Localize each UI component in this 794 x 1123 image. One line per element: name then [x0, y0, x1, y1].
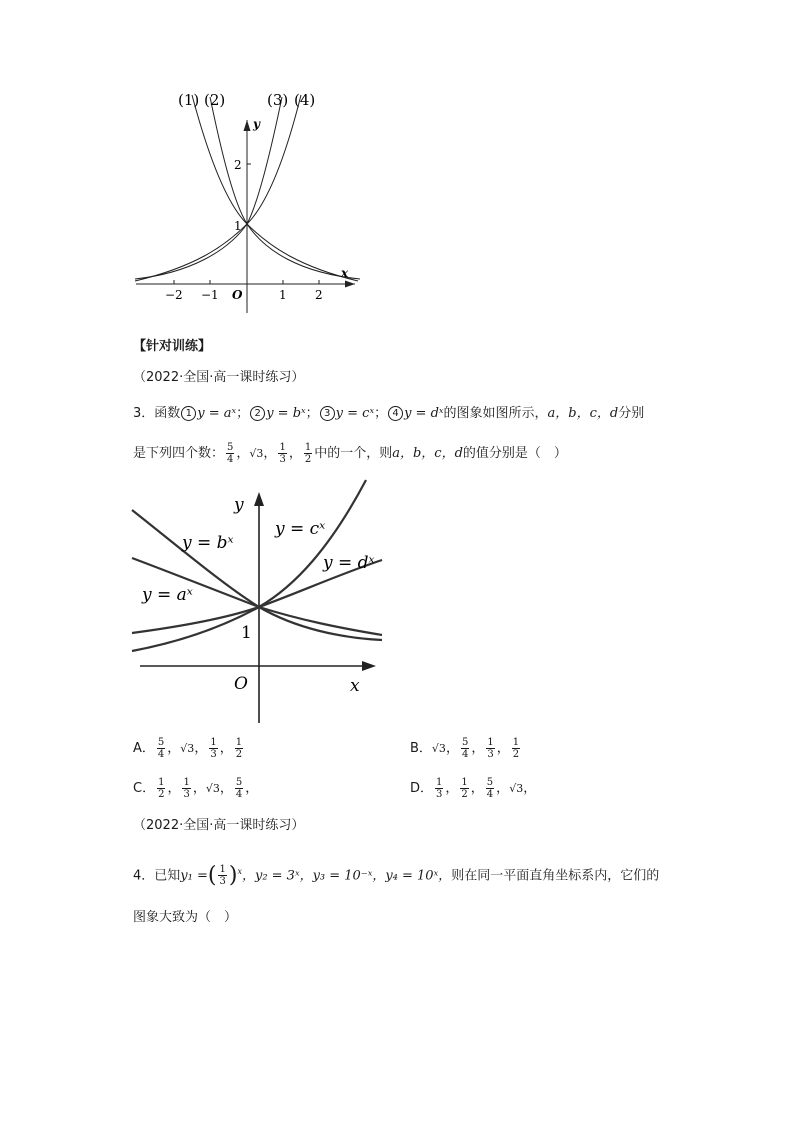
fig1-ytick: 2	[234, 158, 242, 172]
fig2-label-c: y = cˣ	[275, 519, 326, 539]
q3-line-1	[133, 404, 644, 424]
q3-fn1: y = aˣ	[197, 406, 237, 421]
fig2-label-d: y = dˣ	[323, 553, 375, 573]
q3-fn4: y = dˣ	[404, 406, 444, 421]
fig1-xtick: −1	[201, 288, 219, 302]
circle-4: 4	[388, 406, 403, 421]
fig1-label-1: (1)	[178, 91, 200, 109]
q3-fn2: y = bˣ	[266, 406, 306, 421]
fraction-1-3: $\frac{1}{3}$	[219, 864, 226, 888]
fig2-one: 1	[241, 623, 252, 643]
q3-sep: ；	[305, 406, 319, 421]
fig1-label-3: (3)	[267, 91, 289, 109]
q4-line-2: 图象大致为（ ）	[133, 910, 238, 925]
q3-intro: 函数	[154, 406, 181, 421]
fraction-5-4: $\frac{5}{4}$	[227, 442, 234, 465]
q4-line1-tail: 则在同一平面直角坐标系内，它们的	[451, 868, 660, 884]
fig1-y-label: y	[253, 117, 260, 131]
fig1-y-arrow	[244, 120, 251, 131]
fig1-xtick: 1	[279, 288, 287, 302]
circle-3: 3	[320, 406, 335, 421]
option-d[interactable]: D． $\frac{1}{3}$ ， $\frac{1}{2}$ ， $\frac{5}{4}$ ，√3，	[410, 777, 537, 800]
figure-1-exponential-graphs	[130, 85, 370, 320]
q3-fn3: y = cˣ	[335, 406, 375, 421]
q3-source: （2022·全国·高一课时练习）	[133, 370, 305, 385]
q3-line2-mid: 中的一个，则	[314, 446, 393, 461]
q3-line-2: 是下列四个数： $\frac{5}{4}$ ，√3， $\frac{1}{3}$ ， $\frac{1}{2}$ 中的一个，则a，b，c，d的值分别是（ ）	[133, 442, 567, 465]
option-b[interactable]: B．√3， $\frac{5}{4}$ ， $\frac{1}{3}$ ， $\frac{1}{2}$	[410, 737, 520, 760]
option-a[interactable]: A． $\frac{5}{4}$ ，√3， $\frac{1}{3}$ ， $\frac{1}{2}$	[133, 737, 243, 760]
fig1-ytick: 1	[234, 219, 242, 233]
q4-intro: 已知	[154, 868, 181, 884]
q3-vars: a，b，c，d	[392, 446, 463, 461]
fig1-curve-1	[192, 95, 358, 281]
q3-number: 3．	[133, 406, 155, 421]
q3-line2-tail: 的值分别是（ ）	[462, 446, 567, 461]
q4-source: （2022·全国·高一课时练习）	[133, 818, 305, 833]
fig1-x-label: x	[341, 266, 349, 280]
q3-line2-head: 是下列四个数：	[133, 446, 225, 461]
q4-y1: y₁ =	[180, 868, 208, 884]
fraction-1-2: $\frac{1}{2}$	[304, 442, 312, 465]
fig1-xtick: 2	[315, 288, 323, 302]
section-title: 【针对训练】	[133, 339, 212, 354]
circle-1: 1	[181, 406, 196, 421]
fig2-y-arrow	[254, 492, 264, 506]
q3-sep: ；	[374, 406, 388, 421]
fig1-origin: O	[232, 288, 243, 302]
option-c[interactable]: C． $\frac{1}{2}$ ， $\frac{1}{3}$ ，√3， $\frac{5}{4}$ ，	[133, 777, 259, 800]
fig1-label-2: (2)	[204, 91, 226, 109]
q4-y4: y₄ = 10ˣ，	[385, 868, 452, 884]
q3-line1-end: 分别	[618, 406, 645, 421]
fig1-xtick: −2	[165, 288, 183, 302]
fig2-x-arrow	[362, 661, 376, 671]
fig2-label-b: y = bˣ	[182, 533, 234, 553]
q4-y3: y₃ = 10⁻ˣ，	[312, 868, 386, 884]
fig1-x-arrow	[345, 281, 355, 288]
q4-line-1: 4．已知y₁ =( $\frac{1}{3}$ )$^x$，y₂ = 3ˣ，y₃ = 10⁻ˣ，y₄ = 10ˣ，则在同一平面直角坐标系内，它们的	[133, 862, 660, 888]
sqrt-3: √3	[249, 447, 264, 460]
q4-y2: ，y₂ = 3ˣ，	[241, 868, 313, 884]
fig1-label-4: (4)	[294, 91, 316, 109]
q3-vars: a，b，c，d	[547, 406, 619, 421]
fig2-y-label: y	[234, 495, 244, 515]
figure-2-exponential-graphs	[130, 478, 390, 726]
fig1-curve-2	[210, 97, 360, 279]
circle-2: 2	[250, 406, 265, 421]
fig2-x-label: x	[350, 676, 360, 696]
fig2-origin: O	[234, 674, 248, 694]
q3-line1-tail: 的图象如图所示，	[443, 406, 548, 421]
fraction-1-3: $\frac{1}{3}$	[279, 442, 286, 465]
fig2-curve-b	[132, 510, 382, 640]
q4-number: 4．	[133, 868, 155, 884]
fig2-label-a: y = aˣ	[142, 585, 193, 605]
q3-sep: ；	[236, 406, 250, 421]
